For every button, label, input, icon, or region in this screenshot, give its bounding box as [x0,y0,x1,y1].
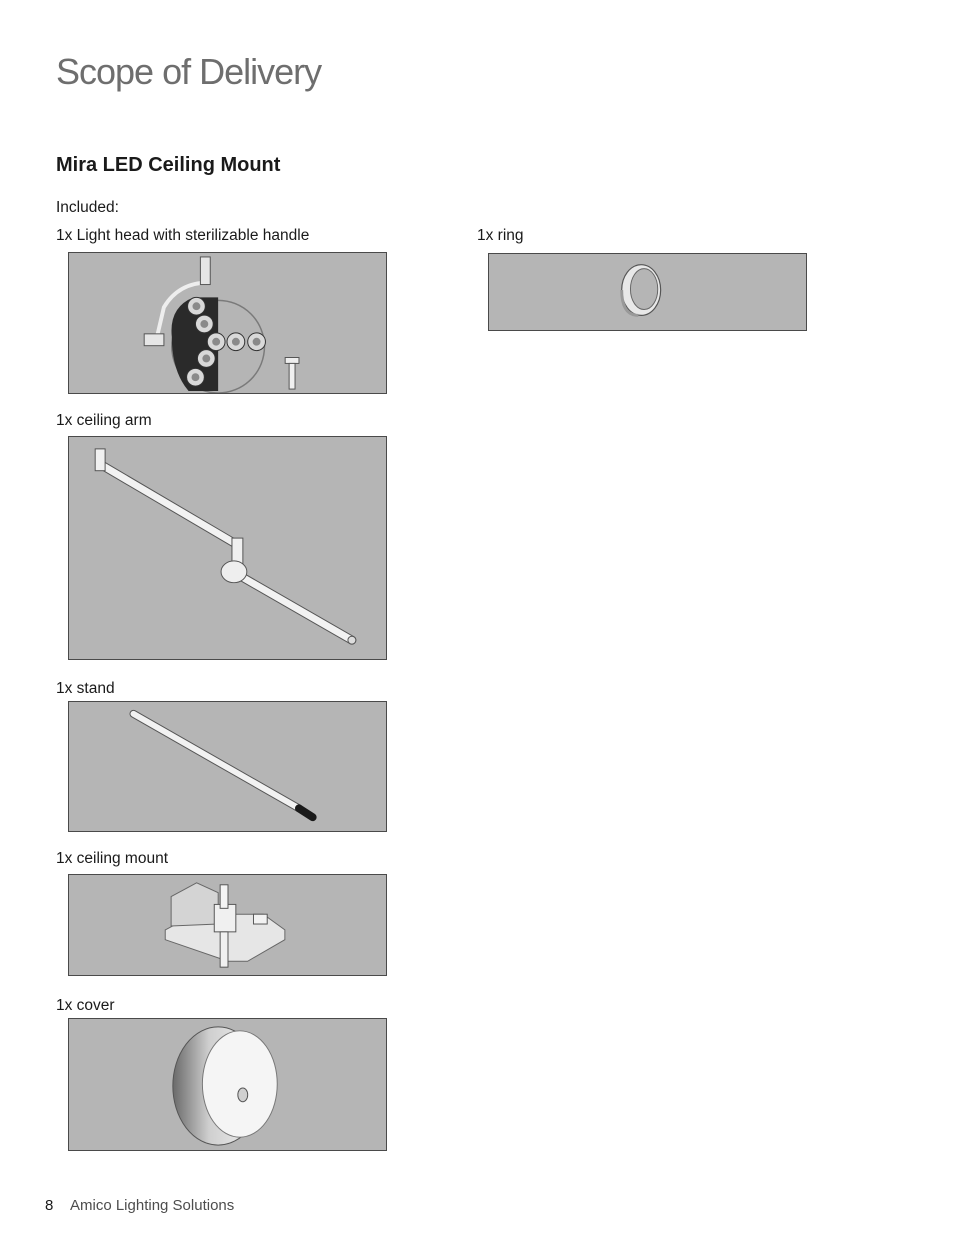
ring-drawing [489,254,806,330]
item-label-ceiling-mount: 1x ceiling mount [56,850,169,867]
item-label-ceiling-arm: 1x ceiling arm [56,412,152,429]
page-title: Scope of Delivery [56,51,322,92]
light-head-illustration [68,252,387,394]
included-label: Included: [56,199,119,216]
stand-illustration [68,701,387,832]
light-head-drawing [69,253,386,393]
item-label-ring: 1x ring [477,227,524,244]
item-label-light-head: 1x Light head with sterilizable handle [56,227,310,244]
ring-illustration [488,253,807,331]
section-title: Mira LED Ceiling Mount [56,154,281,176]
stand-drawing [69,702,386,831]
ceiling-arm-drawing [69,437,386,659]
footer-company: Amico Lighting Solutions [70,1197,235,1214]
ceiling-mount-illustration [68,874,387,976]
item-label-stand: 1x stand [56,680,115,697]
cover-illustration [68,1018,387,1151]
page-number: 8 [45,1197,54,1214]
cover-drawing [69,1019,386,1150]
ceiling-arm-illustration [68,436,387,660]
item-label-cover: 1x cover [56,997,115,1014]
ceiling-mount-drawing [69,875,386,975]
